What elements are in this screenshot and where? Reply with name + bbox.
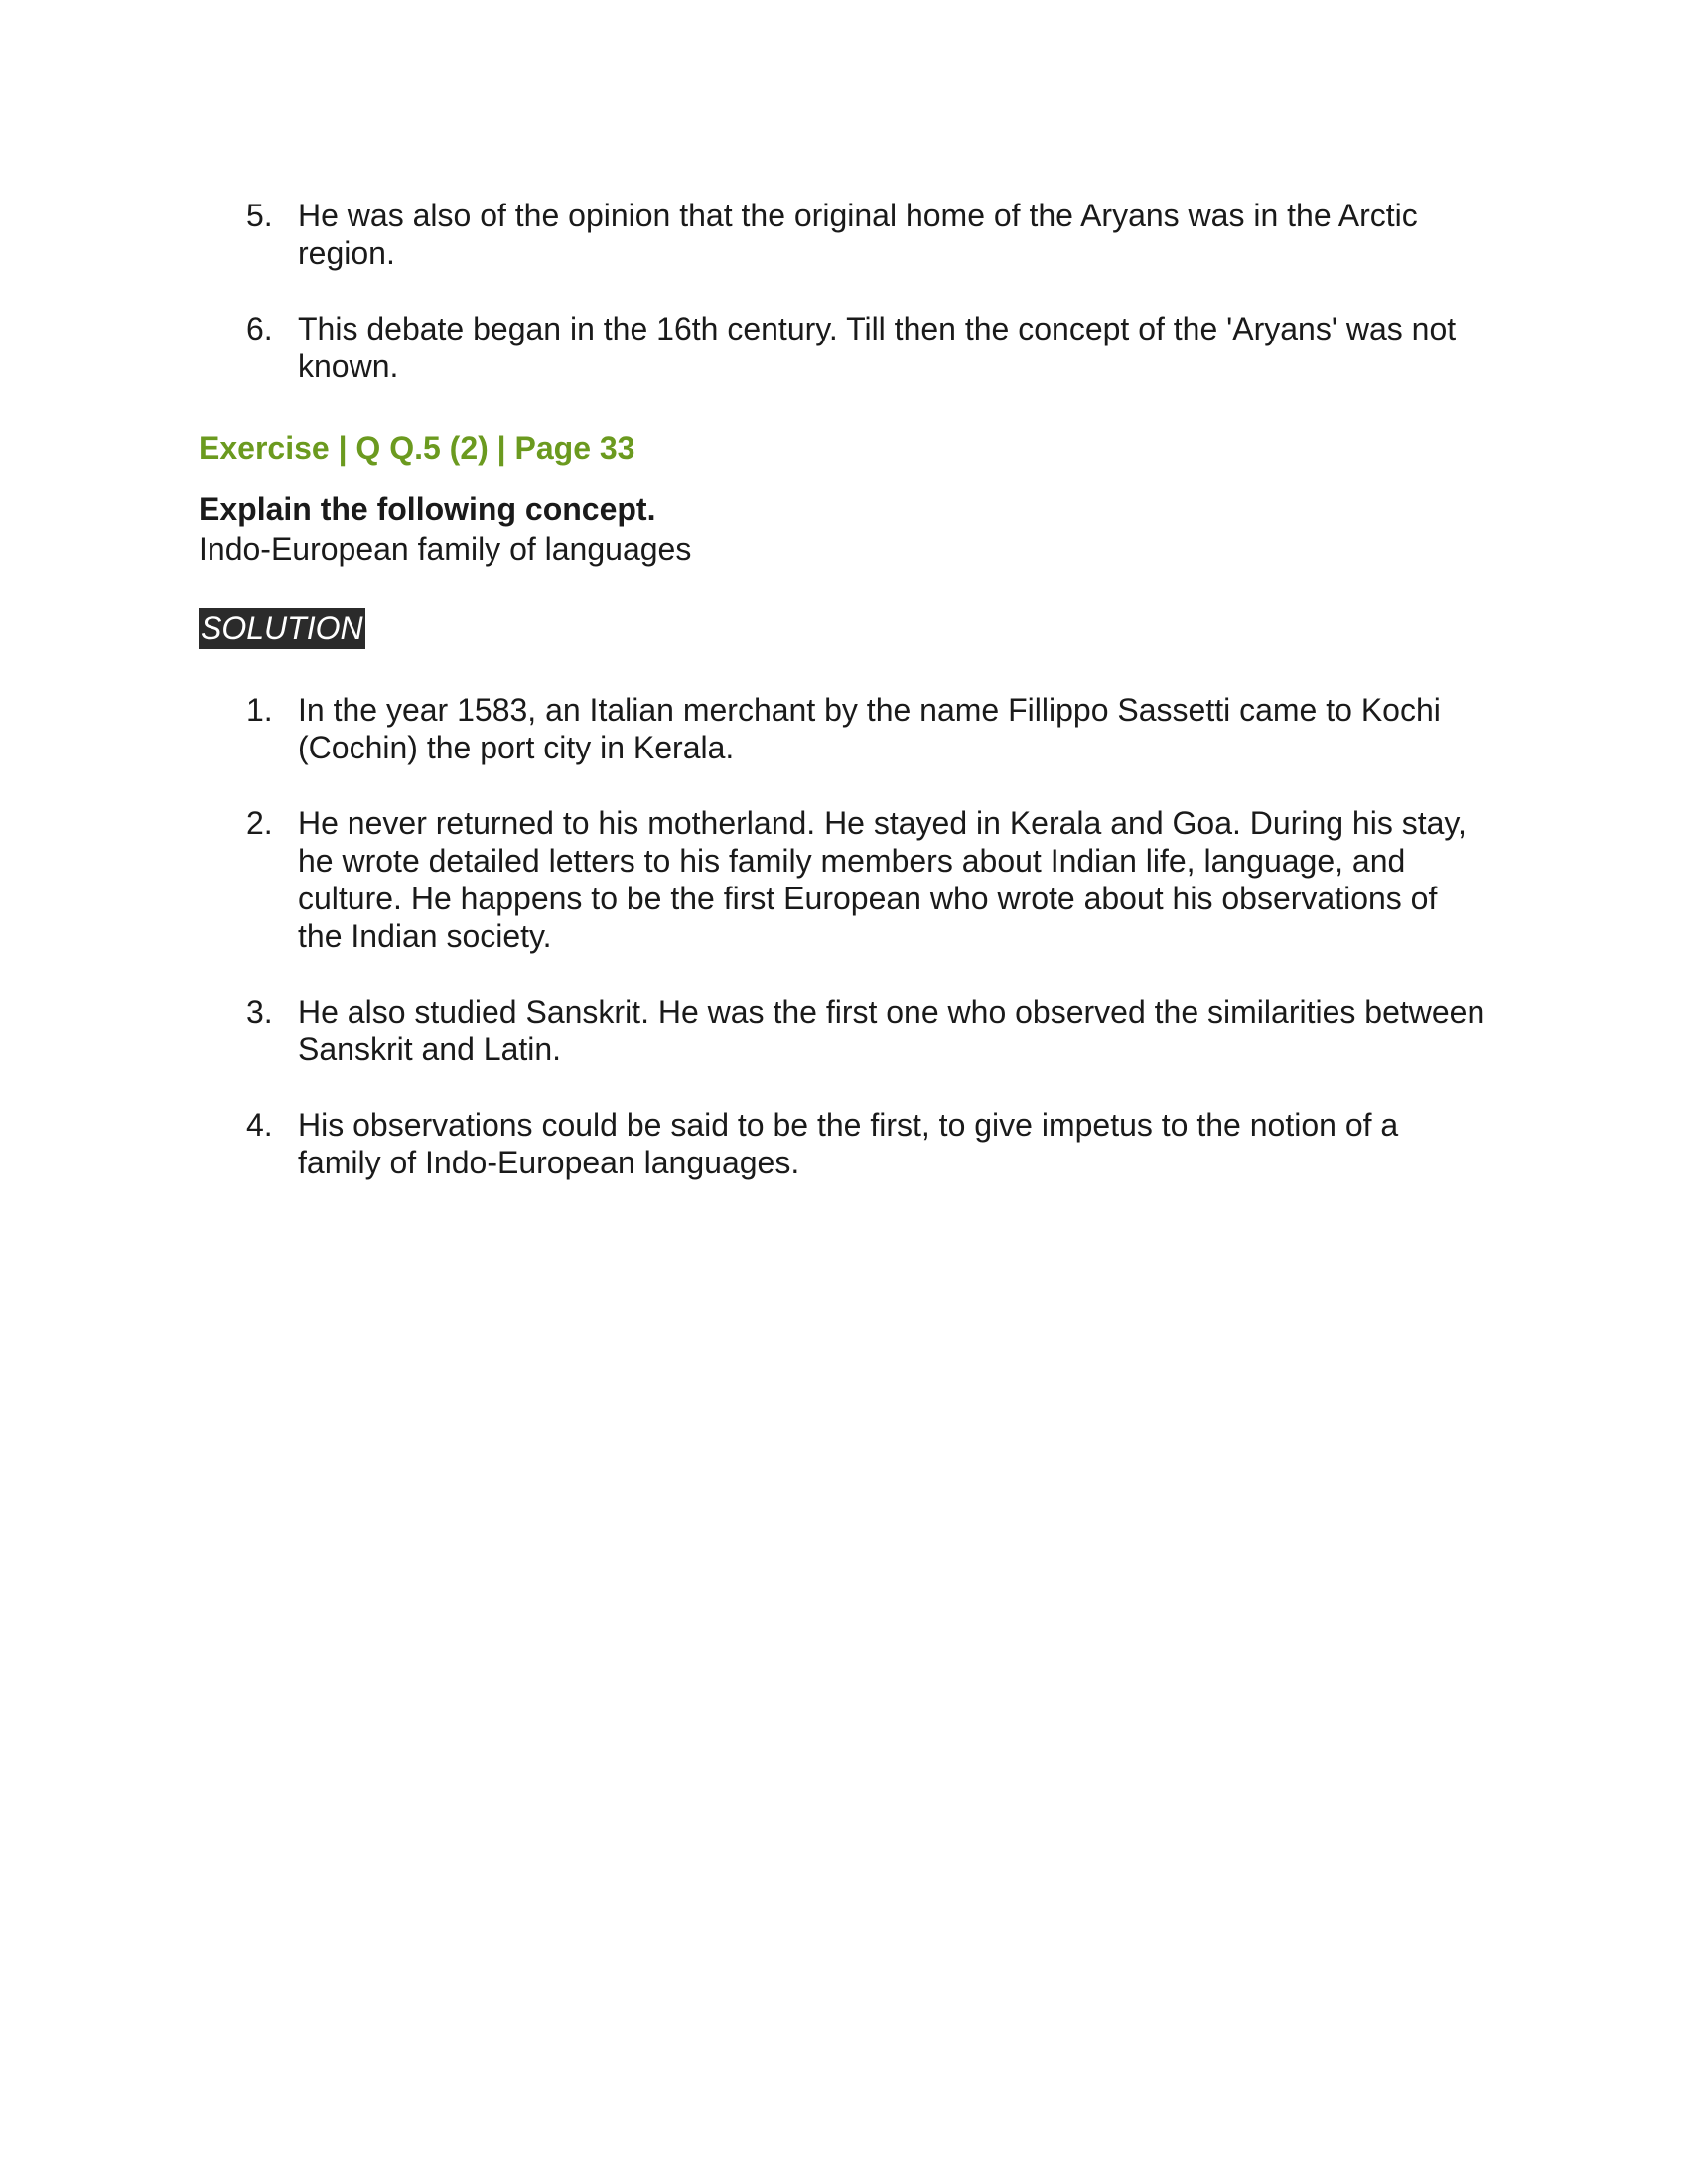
list-item-number: 1.	[246, 692, 273, 728]
list-item	[199, 310, 1489, 385]
list-item-number: 6.	[246, 311, 273, 346]
list-item-number: 2.	[246, 805, 273, 841]
list-item-text: In the year 1583, an Italian merchant by the name Fillippo Sassetti came to Kochi (Cochin) the port city in Kerala.	[298, 692, 1441, 765]
list-item-text: This debate began in the 16th century. Till then the concept of the 'Aryans' was not known.	[298, 311, 1457, 384]
list-item-number: 3.	[246, 994, 273, 1029]
list-item-number: 4.	[246, 1107, 273, 1143]
list-item-text: He also studied Sanskrit. He was the first one who observed the similarities between Sanskrit and Latin.	[298, 994, 1485, 1067]
list-item	[199, 691, 1489, 766]
solution-label: SOLUTION	[199, 608, 365, 649]
question-heading: Explain the following concept.	[199, 491, 656, 527]
list-item	[199, 197, 1489, 272]
question-text: Indo-European family of languages	[199, 531, 692, 567]
list-item	[199, 993, 1489, 1068]
list-item-text: His observations could be said to be the first, to give impetus to the notion of a family of Indo-European languages.	[298, 1107, 1399, 1180]
list-item	[199, 1106, 1489, 1181]
list-item-text: He was also of the opinion that the original home of the Aryans was in the Arctic region.	[298, 198, 1418, 271]
list-item-text: He never returned to his motherland. He stayed in Kerala and Goa. During his stay, he wrote detailed letters to his family members about Indian life, language, and culture. He happens to be the first European who wrote about his observations of the Indian society.	[298, 805, 1467, 954]
list-item-number: 5.	[246, 198, 273, 233]
continued-answer-list	[199, 197, 1489, 423]
list-item	[199, 804, 1489, 955]
exercise-heading: Exercise | Q Q.5 (2) | Page 33	[199, 430, 635, 466]
solution-list	[199, 691, 1489, 1219]
